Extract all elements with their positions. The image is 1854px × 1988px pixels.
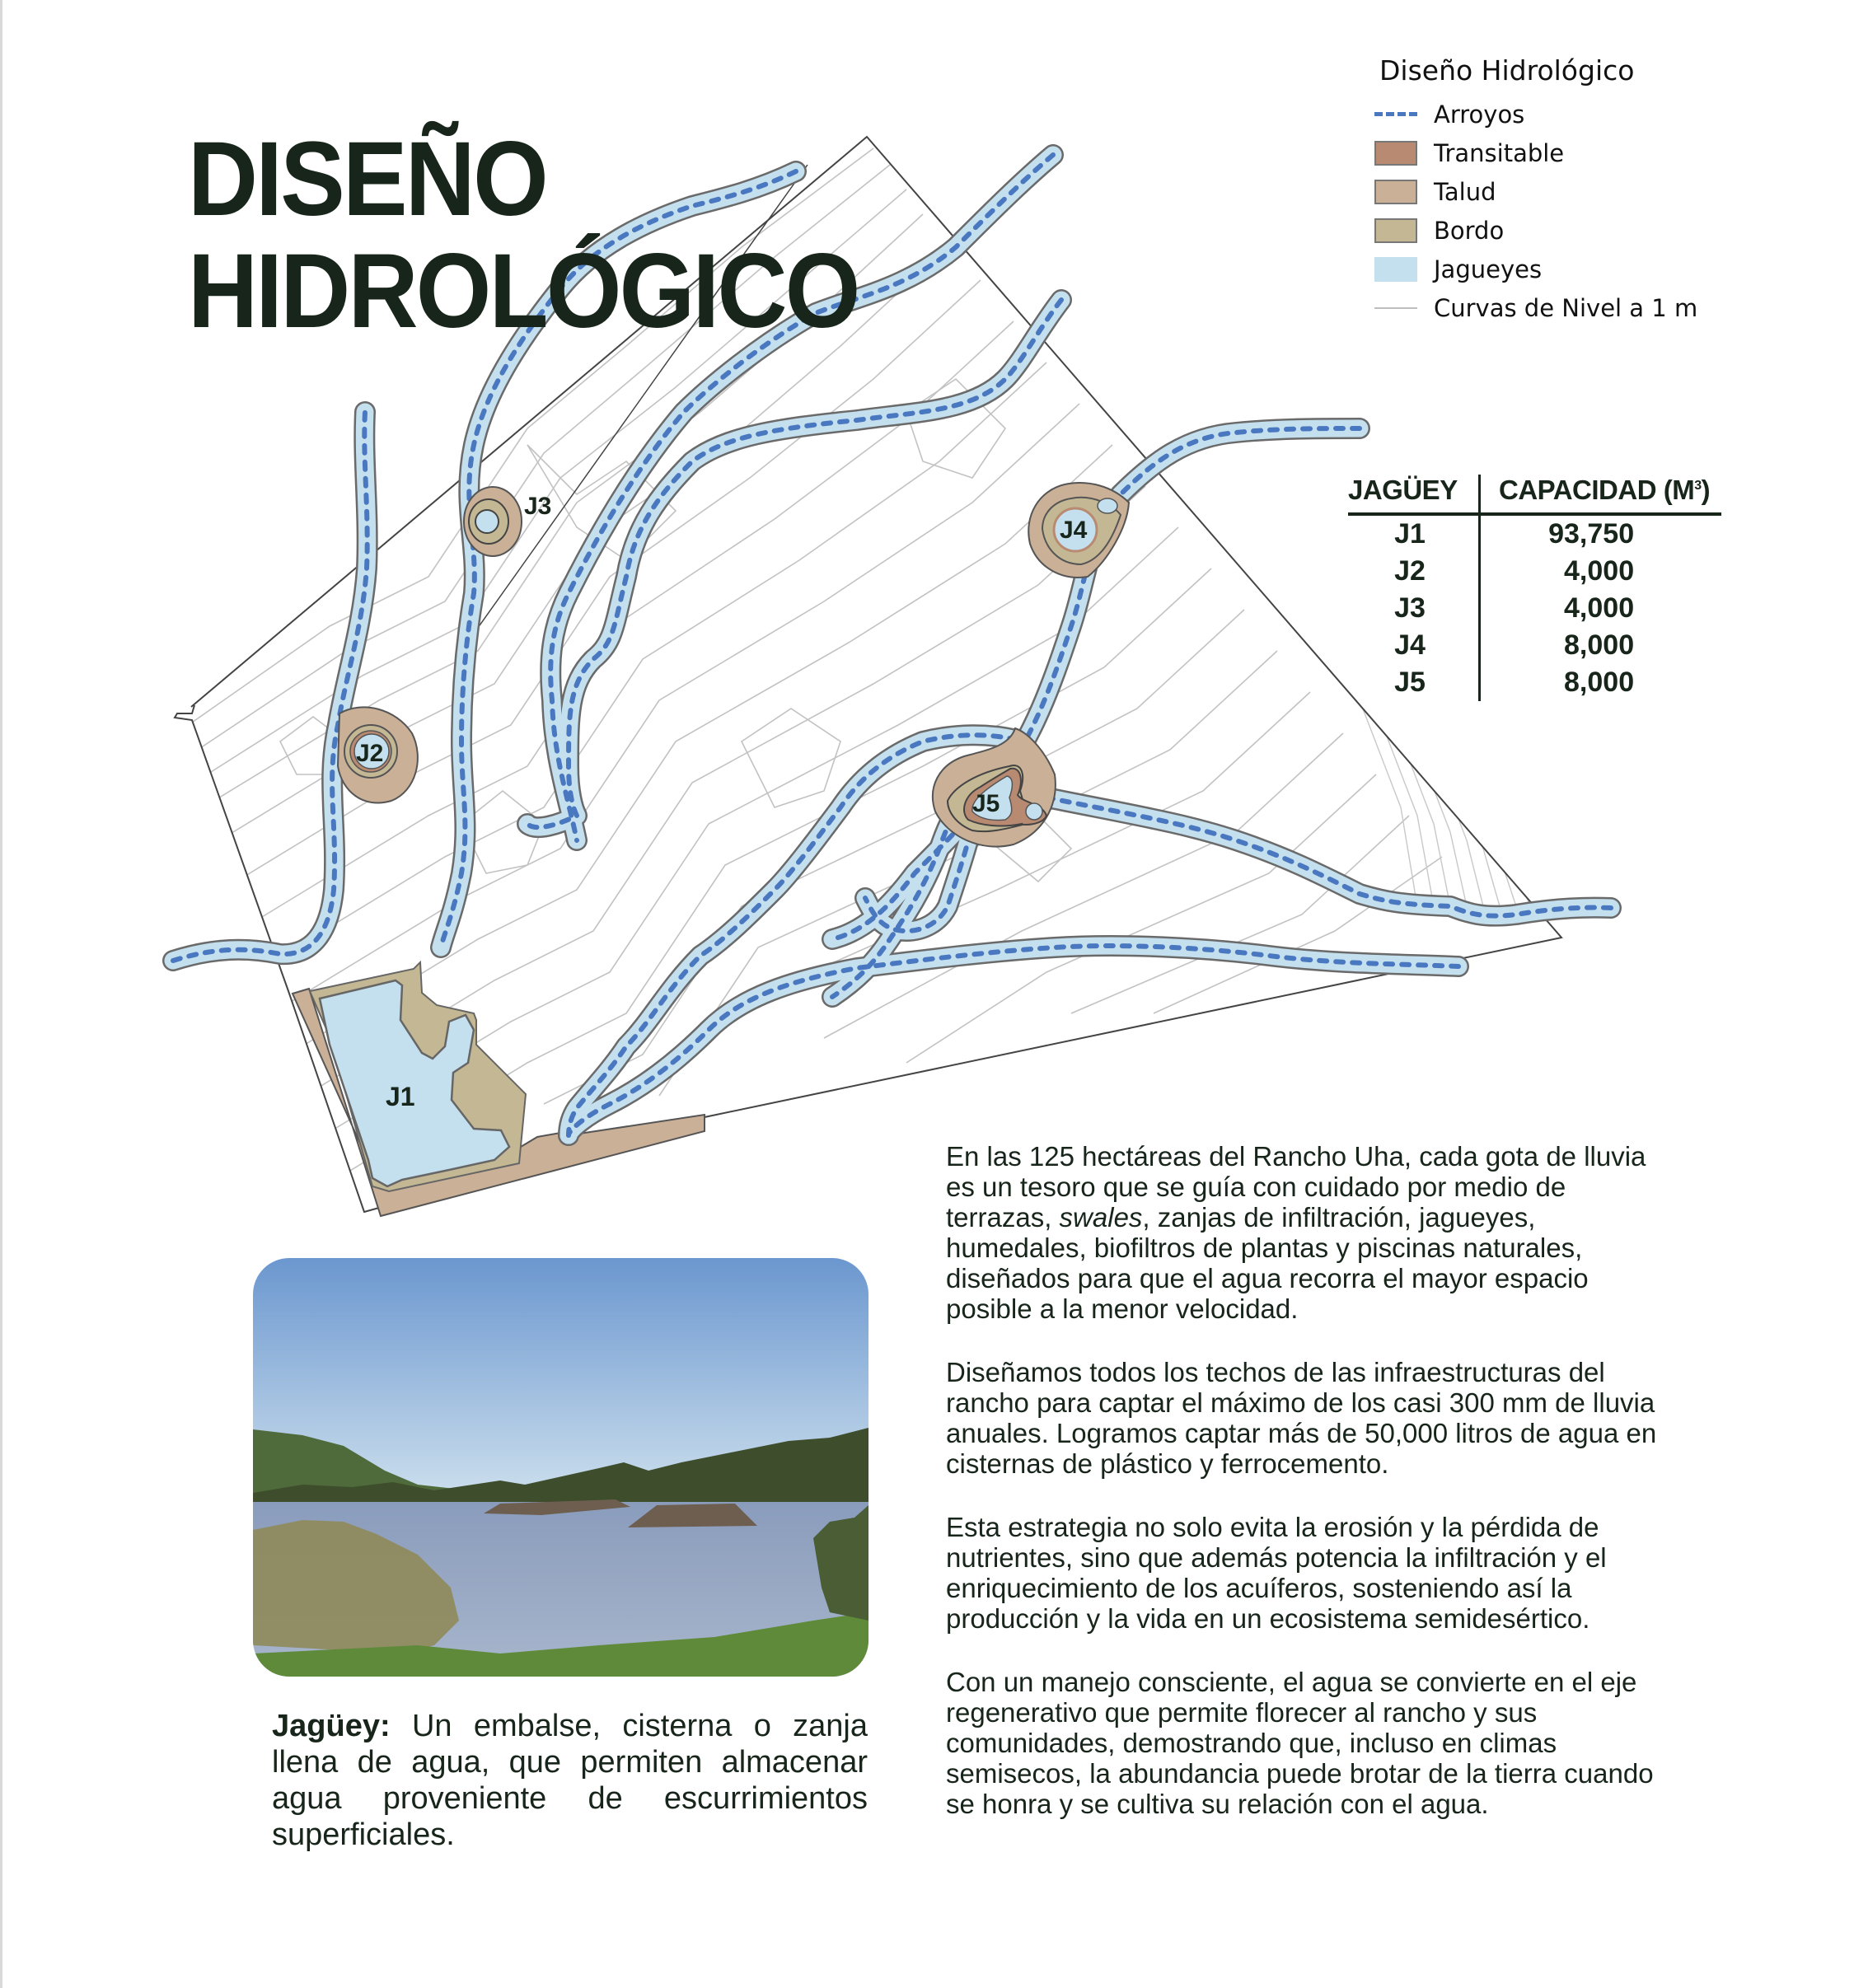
jagueyes-swatch-icon [1374, 257, 1417, 282]
paragraph-4: Con un manejo consciente, el agua se convierte en el eje regenerativo que permite florecer al rancho y sus comunidades, demostrando que, incluso en climas semisecos, la abundancia puede brotar de la tierra cuando se honra y se cultiva su relación con el agua. [946, 1667, 1654, 1819]
j4-label: J4 [1060, 517, 1088, 544]
body-text [946, 1141, 1671, 1852]
header-jaguey: JAGÜEY [1348, 475, 1480, 514]
thin-line-icon [1374, 307, 1417, 309]
table-row: J5 8,000 [1348, 664, 1721, 701]
table-row: J4 8,000 [1348, 627, 1721, 664]
header-capacidad: CAPACIDAD $(M^3)$ [1480, 475, 1722, 514]
paragraph-3: Esta estrategia no solo evita la erosión y la pérdida de nutrientes, sino que además potencia la infiltración y el enriquecimiento de los acuíferos, sosteniendo así la producción y la vida en un ecosistema semidesértico. [946, 1512, 1607, 1634]
capacity-table [1348, 475, 1721, 701]
legend-item-jagueyes [1374, 250, 1697, 288]
paragraph-2: Diseñamos todos los techos de las infraestructuras del rancho para captar el máximo de los casi 300 mm de lluvia anuales. Logramos captar más de 50,000 litros de agua en cisternas de plástico y ferrocemento. [946, 1357, 1657, 1479]
jaguey-photo [253, 1258, 868, 1677]
table-header-row [1348, 475, 1721, 514]
legend-title: Diseño Hidrológico [1379, 54, 1635, 87]
talud-swatch-icon [1374, 180, 1417, 204]
table-row: J1 93,750 [1348, 514, 1721, 553]
legend-item-arroyos [1374, 95, 1697, 133]
dashed-line-icon [1374, 112, 1417, 116]
j5-label: J5 [972, 790, 1000, 817]
legend-item-curvas [1374, 288, 1697, 327]
legend-label: Transitable [1434, 138, 1565, 167]
jaguey-j4[interactable] [1028, 483, 1129, 578]
j5-small-pond [1026, 803, 1042, 820]
table-row: J2 4,000 [1348, 553, 1721, 590]
title-line-1: DISEÑO [188, 120, 546, 238]
transitable-swatch-icon [1374, 141, 1417, 166]
legend-item-transitable [1374, 133, 1697, 172]
paragraph-1: En las 125 hectáreas del Rancho Uha, cada gota de lluvia es un tesoro que se guía con cuidado por medio de terrazas, swales, zanjas de infiltración, jagueyes, humedales, biofiltros de plantas y piscinas naturales, diseñados para que el agua recorra el mayor espacio posible a la menor velocidad. [946, 1141, 1646, 1324]
page-title [188, 120, 859, 350]
legend-label: Jagueyes [1434, 255, 1543, 283]
legend-item-talud [1374, 172, 1697, 211]
legend-label: Talud [1434, 177, 1496, 206]
title-line-2: HIDROLÓGICO [188, 232, 859, 350]
legend-item-bordo [1374, 211, 1697, 250]
j1-label: J1 [386, 1082, 415, 1111]
jaguey-definition [272, 1708, 868, 1853]
jaguey-j3[interactable] [464, 487, 551, 556]
definition-text: Un embalse, cisterna o zanja llena de agua, que permiten almacenar agua proveniente de escurrimientos superficiales. [272, 1709, 868, 1852]
legend-label: Curvas de Nivel a 1 m [1434, 293, 1698, 322]
j2-label: J2 [356, 740, 384, 767]
map-legend [1374, 54, 1697, 327]
bordo-swatch-icon [1374, 218, 1417, 243]
jaguey-j2[interactable] [338, 707, 418, 802]
table-row: J3 4,000 [1348, 590, 1721, 627]
j4-small-pond [1098, 498, 1117, 513]
legend-label: Bordo [1434, 216, 1505, 245]
j3-label: J3 [524, 493, 552, 520]
legend-label: Arroyos [1434, 100, 1525, 129]
landscape-illustration [253, 1258, 868, 1677]
definition-term: Jagüey: [272, 1709, 391, 1743]
j3-water [475, 510, 499, 533]
